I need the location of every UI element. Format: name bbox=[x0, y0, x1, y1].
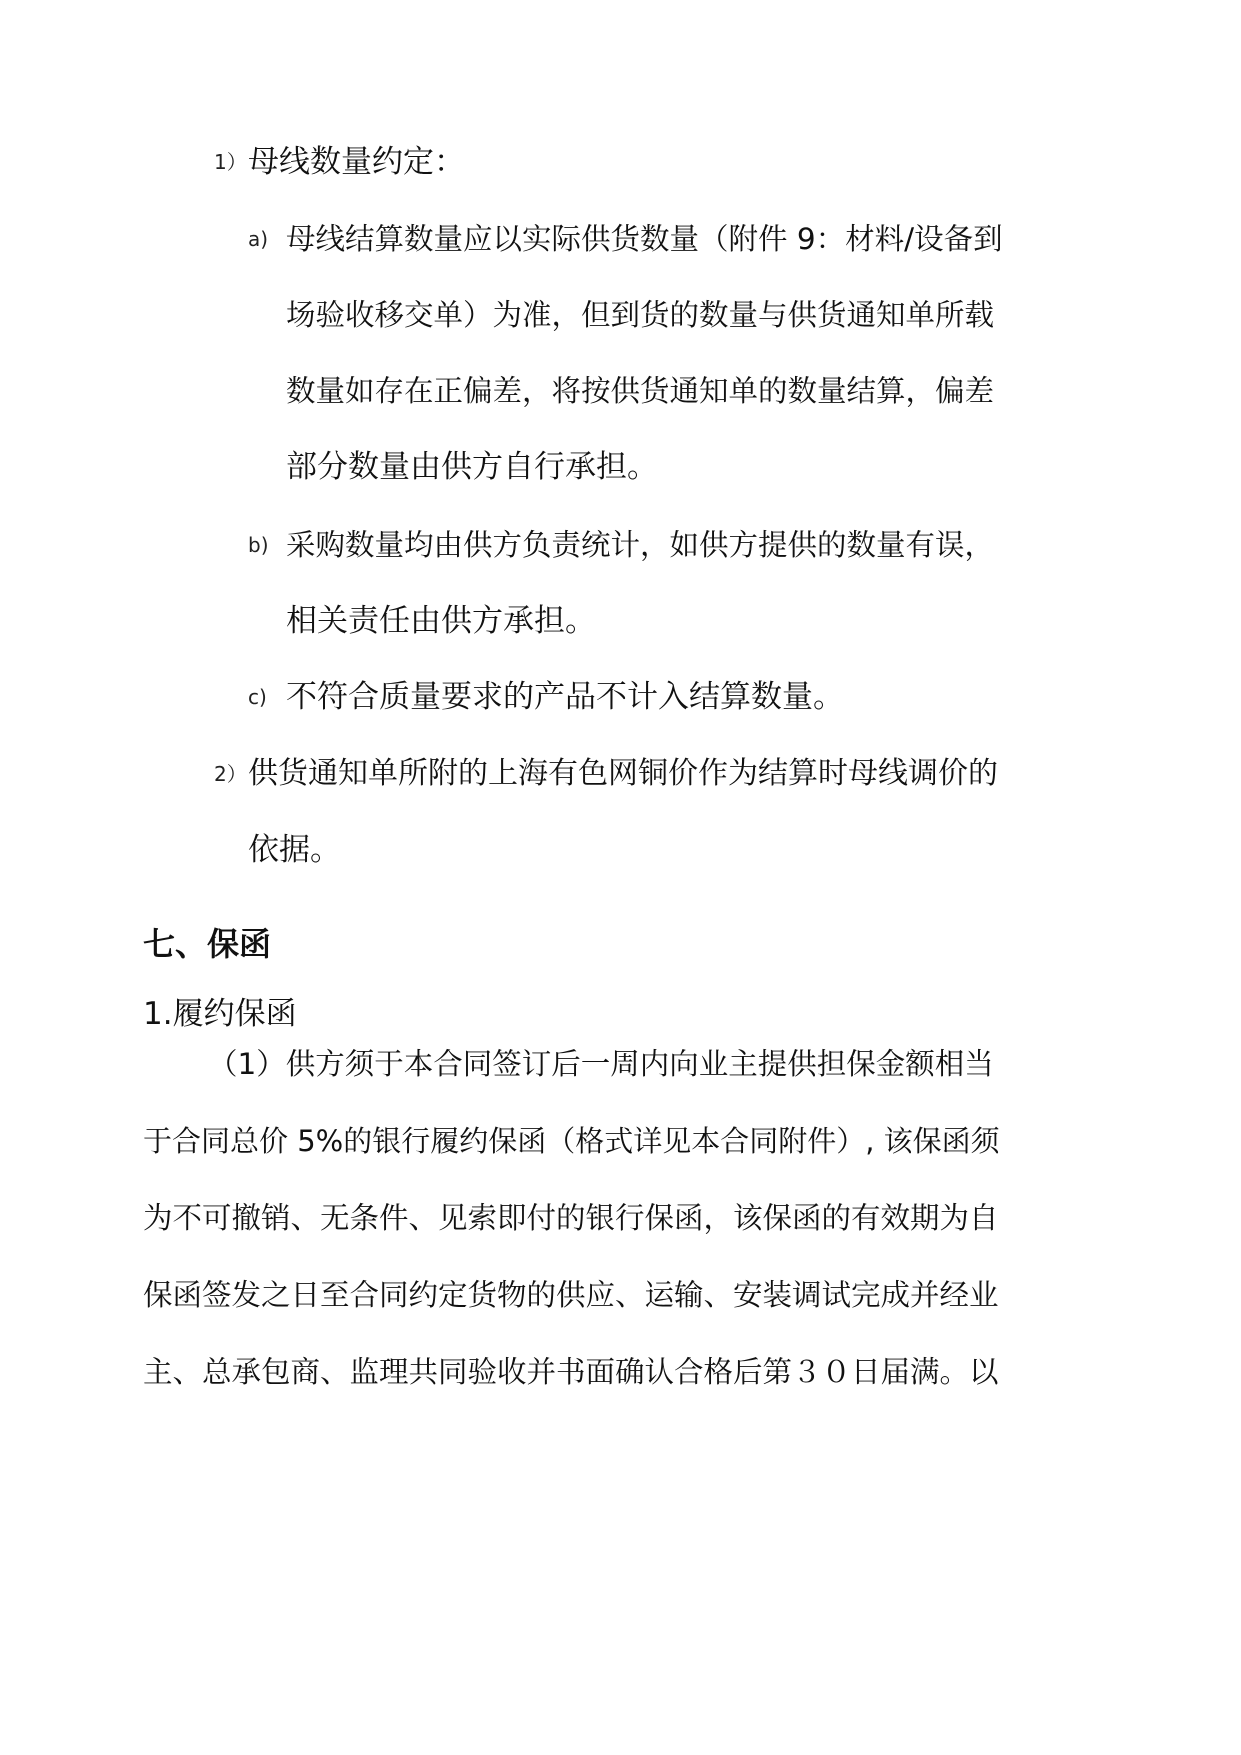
subsection-title: 1.履约保函 bbox=[143, 996, 297, 1032]
paragraph-line-2: 于合同总价 5%的银行履约保函（格式详见本合同附件）, 该保函须 bbox=[143, 1124, 1000, 1158]
section-heading: 七、保函 bbox=[143, 925, 272, 963]
sub-b-line-2: 相关责任由供方承担。 bbox=[286, 603, 596, 639]
item2-line-1: 供货通知单所附的上海有色网铜价作为结算时母线调价的 bbox=[248, 756, 998, 791]
sub-a-line-4: 部分数量由供方自行承担。 bbox=[286, 449, 658, 485]
sub-b-line-1: 采购数量均由供方负责统计，如供方提供的数量有误， bbox=[286, 528, 995, 562]
list-marker-c: c) bbox=[248, 685, 267, 709]
sub-a-line-2: 场验收移交单）为准，但到货的数量与供货通知单所载 bbox=[286, 298, 995, 332]
paragraph-line-1: （1）供方须于本合同签订后一周内向业主提供担保金额相当 bbox=[208, 1047, 994, 1081]
item2-line-2: 依据。 bbox=[248, 832, 341, 868]
sub-c-line-1: 不符合质量要求的产品不计入结算数量。 bbox=[286, 679, 844, 715]
paragraph-line-3: 为不可撤销、无条件、见索即付的银行保函，该保函的有效期为自 bbox=[143, 1201, 999, 1235]
list-marker-b: b) bbox=[248, 533, 269, 557]
sub-a-line-3: 数量如存在正偏差，将按供货通知单的数量结算，偏差 bbox=[286, 374, 995, 408]
item1-title: 母线数量约定： bbox=[248, 144, 465, 180]
sub-a-line-1: 母线结算数量应以实际供货数量（附件 9：材料/设备到 bbox=[286, 222, 1003, 256]
list-marker-2: 2） bbox=[214, 762, 247, 786]
paragraph-line-5: 主、总承包商、监理共同验收并书面确认合格后第３０日届满。以 bbox=[143, 1355, 999, 1389]
list-marker-1: 1） bbox=[214, 150, 247, 174]
paragraph-line-4: 保函签发之日至合同约定货物的供应、运输、安装调试完成并经业 bbox=[143, 1278, 999, 1312]
list-marker-a: a) bbox=[248, 227, 269, 251]
